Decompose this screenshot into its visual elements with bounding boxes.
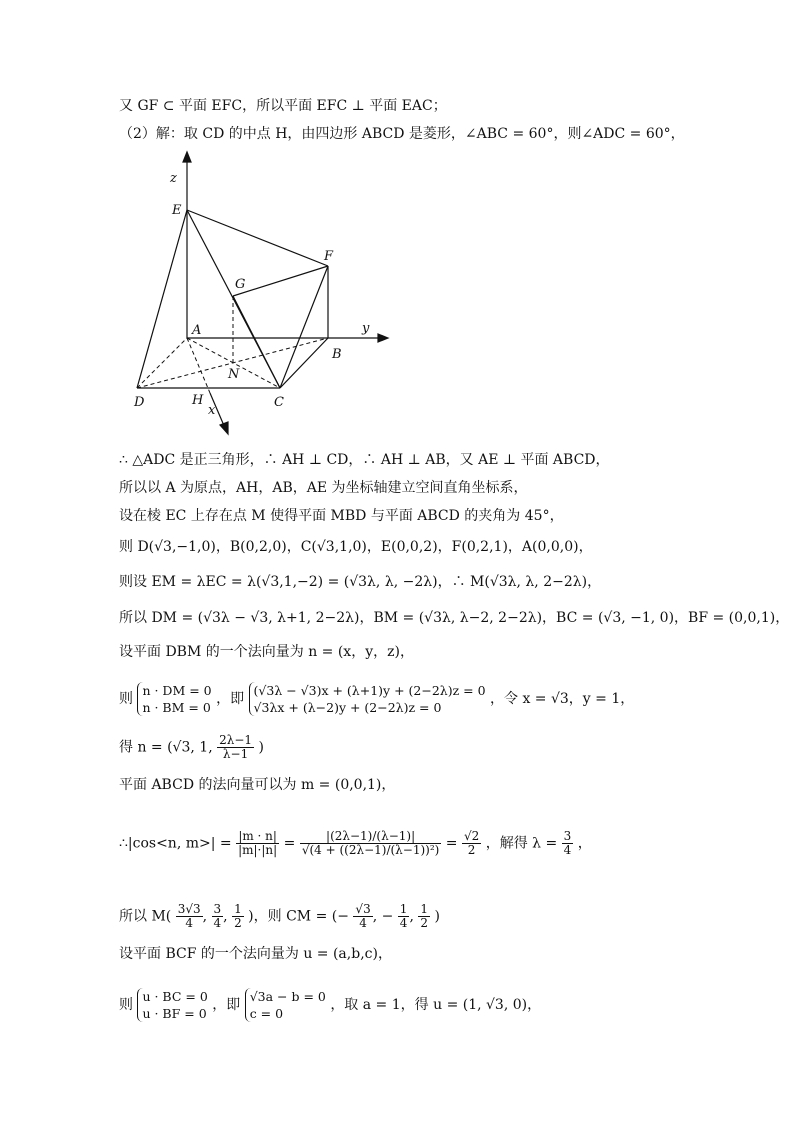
- label-x: x: [208, 403, 216, 418]
- label-H: H: [192, 393, 204, 408]
- label-z: z: [170, 171, 177, 186]
- text-line-8: 所以 DM = (√3λ − √3, λ+1, 2−2λ)，BM = (√3λ, λ−2, 2−2λ)，BC = (√3, −1, 0)，BF = (0,0,1)，: [119, 610, 790, 626]
- text-line-11: 得 n = (√3, 1, $\frac{2\lambda-1}{\lambda-1}$ ): [119, 733, 264, 761]
- label-E: E: [172, 203, 182, 218]
- text-line-4: 所以以 A 为原点，AH，AB，AE 为坐标轴建立空间直角坐标系，: [119, 480, 528, 496]
- text-line-2: （2）解：取 CD 的中点 H，由四边形 ABCD 是菱形，∠ABC = 60°，则∠ADC = 60°，: [119, 126, 685, 142]
- label-B: B: [332, 347, 342, 362]
- text-line-16: 则 u · BC = 0 u · BF = 0 ，即 √3a − b = 0 c = 0 ，取 a = 1，得 u = (1, √3, 0)，: [119, 989, 542, 1021]
- text-line-15: 设平面 BCF 的一个法向量为 u = (a,b,c)，: [119, 946, 392, 962]
- text-line-5: 设在棱 EC 上存在点 M 使得平面 MBD 与平面 ABCD 的夹角为 45°，: [119, 508, 564, 524]
- label-C: C: [274, 395, 284, 410]
- y-axis-arrow: [378, 334, 388, 342]
- text-line-6: 则 D(√3,−1,0)，B(0,2,0)，C(√3,1,0)，E(0,0,2)，F(0,2,1)，A(0,0,0)，: [119, 539, 593, 555]
- x-axis-arrow: [220, 422, 228, 434]
- text-line-3: ∴ △ADC 是正三角形，∴ AH ⊥ CD，∴ AH ⊥ AB，又 AE ⊥ 平面 ABCD，: [119, 452, 610, 468]
- equation-system-4: √3a − b = 0 c = 0: [245, 988, 326, 1022]
- equation-system-3: u · BC = 0 u · BF = 0: [137, 988, 207, 1022]
- text-line-12: 平面 ABCD 的法向量可以为 m = (0,0,1)，: [119, 777, 396, 793]
- text-line-14: 所以 M( $\frac{3√3}{4}$ , $\frac{3}{4}$ , $\frac{1}{2}$ )，则 CM = (− $\frac{√3}{4}$ , − $\frac{1}{4}$ , $\frac{1}{2}$ ): [119, 902, 440, 930]
- label-N: N: [228, 367, 240, 382]
- equation-system-1: n · DM = 0 n · BM = 0: [137, 682, 211, 716]
- z-axis-arrow: [183, 152, 191, 162]
- label-F: F: [324, 249, 334, 264]
- label-y: y: [362, 321, 370, 336]
- text-line-10: 则 n · DM = 0 n · BM = 0 ，即 (√3λ − √3)x + (λ+1)y + (2−2λ)z = 0 √3λx + (λ−2)y + (2−2λ)z = 0 ，令 x = √3，y = 1，: [119, 683, 635, 715]
- text-line-13: ∴|cos<n, m>| = $\frac{|m \cdot n|}{|m|\cdot|n|}$ = $\frac{|(2\lambda-1)/(\lambda-1)|}{\text{√(4 + ((2λ−1)/(λ−1))²)}}$ = $\frac{√2}{2}$ ，解得 λ = $\frac{3}{4}$ ，: [119, 829, 592, 857]
- label-A: A: [192, 323, 202, 338]
- label-G: G: [235, 277, 246, 292]
- geometry-figure: [0, 148, 794, 448]
- label-D: D: [134, 395, 145, 410]
- text-line-9: 设平面 DBM 的一个法向量为 n = (x，y，z)，: [119, 644, 414, 660]
- text-line-1: 又 GF ⊂ 平面 EFC，所以平面 EFC ⊥ 平面 EAC；: [119, 98, 447, 114]
- equation-system-2: (√3λ − √3)x + (λ+1)y + (2−2λ)z = 0 √3λx + (λ−2)y + (2−2λ)z = 0: [249, 682, 486, 716]
- text-line-7: 则设 EM = λEC = λ(√3,1,−2) = (√3λ, λ, −2λ)，∴ M(√3λ, λ, 2−2λ)，: [119, 574, 602, 590]
